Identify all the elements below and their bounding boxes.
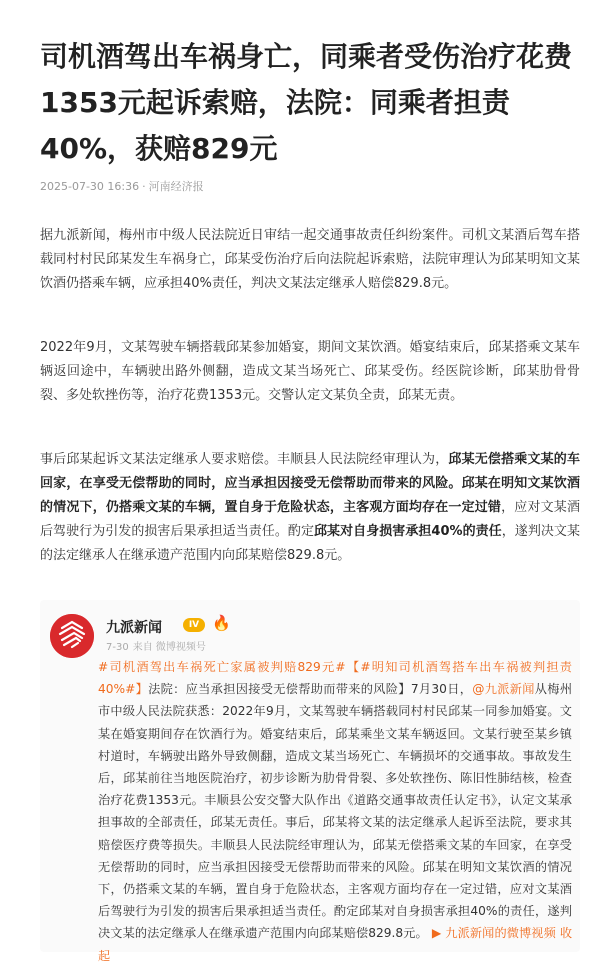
- weibo-text: 从梅州市中级人民法院获悉：2022年9月，文某驾驶车辆搭载同村村民邱某一同参加婚宴。文某在婚宴期间存在饮酒行为。婚宴结束后，邱某乘坐文某车辆返回。文某行驶至某乡镇村道时，车辆驶出路外导致侧翻，造成文某当场死亡、车辆损坏的交通事故。事故发生后，邱某前往当地医院治疗，初步诊断为肋骨骨裂、多处软挫伤、陈旧性肺结核，检查治疗花费1353元。丰顺县公安交警大队作出《道路交通事故责任认定书》，认定文某承担事故的全部责任，邱某无责任。事后，邱某将文某的法定继承人起诉至法院，要求其赔偿医疗费等损失。丰顺县人民法院经审理认为，邱某无偿搭乘文某的车回家，在享受无偿帮助的同时，应当承担因接受无偿帮助而带来的风险。邱某在明知文某饮酒的情况下，仍搭乘文某的车辆，置自身于危险状态，主客观方面均存在一定过错，应对文某酒后驾驶行为引发的损害后果承担适当责任。酌定邱某对自身损害承担40%的责任，遂判决文某的法定继承人在继承遗产范围内向邱某赔偿829.8元。: [98, 682, 573, 941]
- article-meta: [40, 178, 204, 194]
- p3-text-e: ，遂判决文某的法定继承人在继承遗产范围内向邱某赔偿829.8元。: [40, 524, 580, 563]
- video-link-label: 九派新闻的微博视频: [445, 926, 556, 941]
- weibo-post-body: [98, 656, 572, 967]
- p3-text-c: ，应对文某酒后驾驶行为引发的损害后果承担适当责任。酌定: [40, 500, 580, 539]
- mention-link[interactable]: @九派新闻: [472, 682, 535, 697]
- hashtag-link[interactable]: #司机酒驾出车祸死亡家属被判赔829元#: [98, 660, 346, 674]
- verified-badge: IV: [183, 618, 205, 632]
- weibo-screenshot: [40, 600, 580, 963]
- article-source[interactable]: 河南经济报: [148, 180, 204, 193]
- paragraph-3: [40, 448, 580, 568]
- paragraph-1: 据九派新闻，梅州市中级人民法院近日审结一起交通事故责任纠纷案件。司机文某酒后驾车搭载同村村民邱某发生车祸身亡，邱某受伤治疗后向法院起诉索赔，法院审理认为邱某明知文某饮酒仍搭乘车辆，应承担40%责任，判决文某法定继承人赔偿829.8元。: [40, 228, 580, 291]
- avatar[interactable]: [50, 614, 94, 658]
- p3-text-a: 事后邱某起诉文某法定继承人要求赔偿。丰顺县人民法院经审理认为，: [40, 452, 449, 467]
- video-link[interactable]: ▶ 九派新闻的微博视频: [431, 926, 556, 941]
- weibo-meta: [106, 638, 210, 653]
- weibo-source: 来自 微博视频号: [132, 642, 206, 653]
- flame-icon: 🔥: [212, 614, 231, 632]
- weibo-account-name[interactable]: 九派新闻: [106, 620, 162, 636]
- jiupai-logo-icon: [50, 614, 94, 658]
- meta-separator: ·: [142, 180, 146, 193]
- paragraph-2: 2022年9月，文某驾驶车辆搭载邱某参加婚宴，期间文某饮酒。婚宴结束后，邱某搭乘文某车辆返回途中，车辆驶出路外侧翻，造成文某当场死亡、邱某受伤。经医院诊断，邱某肋骨骨裂、多处软挫伤等，治疗花费1353元。交警认定文某负全责，邱某无责。: [40, 340, 580, 403]
- publish-date: 2025-07-30 16:36: [40, 180, 140, 193]
- hashtag-link[interactable]: 【#明知司机酒驾搭车出车祸被判担责40%#】: [98, 660, 572, 697]
- collapse-link[interactable]: 收起: [98, 926, 573, 963]
- p3-bold-d: 邱某对自身损害承担40%的责任: [314, 524, 502, 539]
- weibo-date: 7-30: [106, 642, 129, 653]
- article-title: 司机酒驾出车祸身亡，同乘者受伤治疗花费1353元起诉索赔，法院：同乘者担责40%，获赔829元: [40, 40, 573, 165]
- p3-bold-b: 邱某无偿搭乘文某的车回家，在享受无偿帮助的同时，应当承担因接受无偿帮助而带来的风险。邱某在明知文某饮酒的情况下，仍搭乘文某的车辆，置自身于危险状态，主客观方面均存在一定过错: [40, 452, 580, 515]
- weibo-lead: 法院：应当承担因接受无偿帮助而带来的风险】7月30日，: [148, 682, 473, 697]
